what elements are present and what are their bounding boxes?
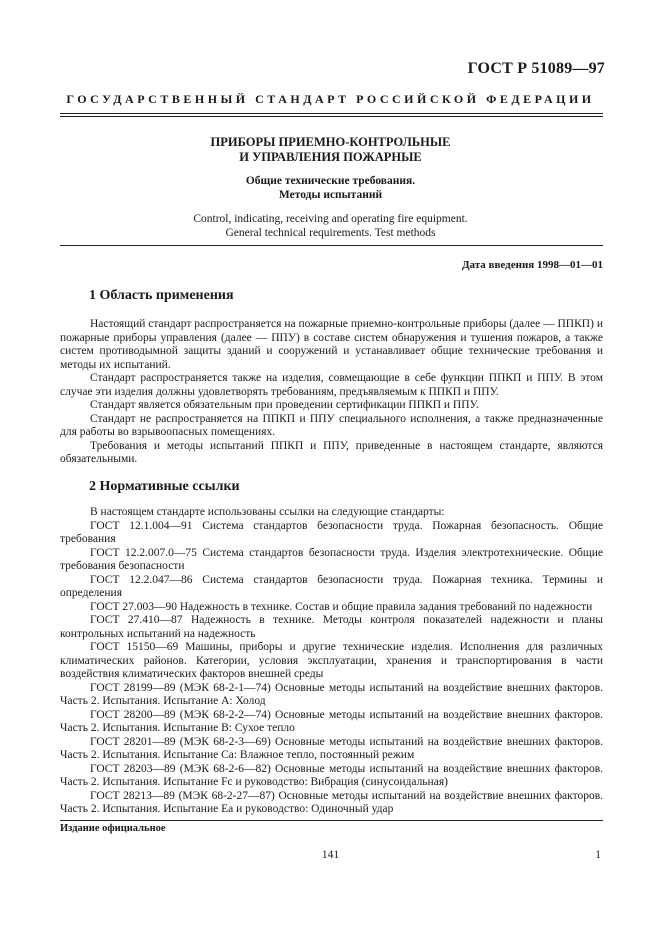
page-number: 141 [321, 849, 340, 861]
reference-item: ГОСТ 28213—89 (МЭК 68-2-27—87) Основные методы испытаний на воздействие внешних факторов. Часть 2. Испытания. Испытание Еа и руководство: Одиночный удар [60, 789, 603, 815]
reference-item: ГОСТ 28200—89 (МЭК 68-2-2—74) Основные методы испытаний на воздействие внешних факторов. Часть 2. Испытания. Испытание В: Сухое тепло [60, 708, 603, 734]
reference-item: ГОСТ 12.1.004—91 Система стандартов безопасности труда. Пожарная безопасность. Общие требования [60, 519, 603, 545]
reference-item: ГОСТ 28201—89 (МЭК 68-2-3—69) Основные методы испытаний на воздействие внешних факторов. Часть 2. Испытания. Испытание Са: Влажное тепло, постоянный режим [60, 735, 603, 761]
reference-item: ГОСТ 15150—69 Машины, приборы и другие технические изделия. Исполнения для различных климатических районов. Категории, условия эксплуатации, хранения и транспортирования в части воздействия климатических факторов внешней среды [60, 641, 603, 680]
subtitle-line-2: Методы испытаний [278, 189, 383, 201]
section-2-heading: 2 Нормативные ссылки [89, 479, 240, 494]
section-1-paragraph: Стандарт является обязательным при проведении сертификации ППКП и ППУ. [90, 399, 479, 411]
header-divider-top [60, 113, 603, 114]
section-1-paragraph: Стандарт распространяется также на изделия, совмещающие в себе функции ППКП и ППУ. В этом случае эти изделия должны удовлетворять требованиям, предъявляемым к ППКП и ППУ. [60, 372, 603, 398]
reference-item: ГОСТ 27.410—87 Надежность в технике. Методы контроля показателей надежности и планы контрольных испытаний на надежность [60, 614, 603, 640]
section-1-paragraph: Настоящий стандарт распространяется на пожарные приемно-контрольные приборы (далее — ППКП) и пожарные приборы управления (далее — ППУ) в составе систем обнаружения и тушения пожаров, а также систем противодымной защиты зданий и сооружений и устанавливает общие технические требования и методы их испытаний. [60, 318, 603, 371]
section-1-paragraph: Требования и методы испытаний ППКП и ППУ, приведенные в настоящем стандарте, являются обязательными. [60, 439, 603, 465]
reference-item: ГОСТ 27.003—90 Надежность в технике. Состав и общие правила задания требований по надежности [90, 600, 593, 613]
state-standard-header: ГОСУДАРСТВЕННЫЙ СТАНДАРТ РОССИЙСКОЙ ФЕДЕРАЦИИ [66, 92, 595, 106]
section-2-paragraph: В настоящем стандарте использованы ссылки на следующие стандарты: [90, 506, 445, 518]
reference-item: ГОСТ 12.2.047—86 Система стандартов безопасности труда. Пожарная техника. Термины и определения [60, 573, 603, 599]
reference-item: ГОСТ 28203—89 (МЭК 68-2-6—82) Основные методы испытаний на воздействие внешних факторов. Часть 2. Испытания. Испытание Fc и руководство: Вибрация (синусоидальная) [60, 762, 603, 788]
title-divider [60, 245, 603, 246]
section-1-heading: 1 Область применения [89, 288, 234, 303]
english-title-line-2: General technical requirements. Test methods [225, 227, 436, 239]
section-1-body [60, 318, 603, 467]
section-1-paragraph: Стандарт не распространяется на ППКП и ППУ специального исполнения, а также предназначенные для работы во взрывоопасных помещениях. [60, 412, 603, 438]
subtitle-line-1: Общие технические требования. [245, 175, 416, 187]
doc-number: ГОСТ Р 51089—97 [467, 60, 605, 77]
title-line-1: ПРИБОРЫ ПРИЕМНО-КОНТРОЛЬНЫЕ [210, 135, 451, 149]
introduction-date: Дата введения 1998—01—01 [461, 259, 603, 271]
header-divider-bottom [60, 116, 603, 117]
edition-label: Издание официальное [60, 823, 166, 834]
footer-divider [60, 820, 603, 821]
section-2-body [60, 506, 603, 817]
sheet-number: 1 [595, 849, 601, 861]
reference-item: ГОСТ 12.2.007.0—75 Система стандартов безопасности труда. Изделия электротехнические. Общие требования безопасности [60, 546, 603, 572]
title-line-2: И УПРАВЛЕНИЯ ПОЖАРНЫЕ [239, 150, 422, 164]
english-title-line-1: Control, indicating, receiving and operating fire equipment. [193, 213, 468, 225]
reference-item: ГОСТ 28199—89 (МЭК 68-2-1—74) Основные методы испытаний на воздействие внешних факторов. Часть 2. Испытания. Испытание А: Холод [60, 681, 603, 707]
title-block [0, 135, 661, 240]
